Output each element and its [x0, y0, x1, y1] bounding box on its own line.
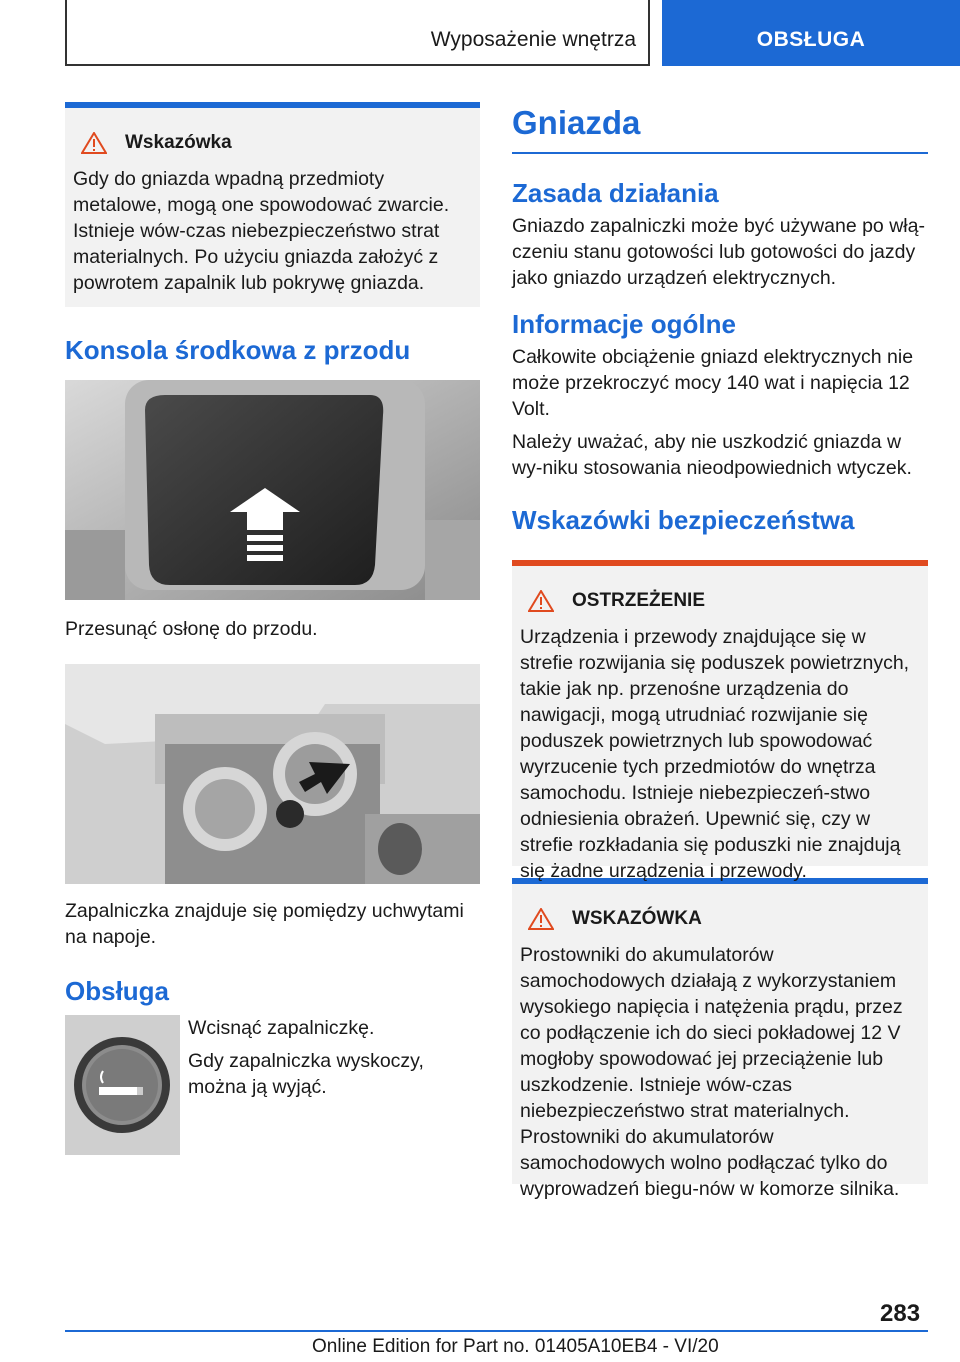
- notice-text: Prostowniki do akumulatorów samochodowych działają z wykorzystaniem wysokiego napięcia i natężenia prądu, przez co podłączenie ich do sieci pokładowej 12 V mogłoby spowodować jej przeciążenie lub uszkodzenie. Istnieje wów-czas niebezpieczeństwo strat materialnych. Prostowniki do akumulatorów samochodowych wolno podłączać tylko do wyprowadzeń biegu-nów w komorze silnika.: [520, 944, 903, 1200]
- section-header: [65, 0, 650, 66]
- heading-operation: Obsługa: [65, 976, 170, 1006]
- console-cover-illustration: [65, 380, 480, 600]
- general-text-1: Całkowite obciążenie gniazd elektrycznych nie może przekroczyć mocy 140 wat i napięcia 12 Volt.: [512, 346, 914, 420]
- operation-step: Wcisnąć zapalniczkę.: [188, 1017, 375, 1039]
- caption-cover: Przesunąć osłonę do przodu.: [65, 618, 318, 640]
- heading-general: Informacje ogólne: [512, 309, 736, 339]
- caption-lighter: Zapalniczka znajduje się pomiędzy uchwytami na napoje.: [65, 900, 464, 948]
- console-cover-photo: [65, 380, 480, 600]
- note-header: [81, 132, 472, 154]
- operation-steps: [188, 1015, 480, 1155]
- notice-title: WSKAZÓWKA: [572, 908, 702, 929]
- warning-triangle-icon: [81, 132, 107, 154]
- chapter-tab-label: OBSŁUGA: [756, 28, 866, 51]
- principle-text: Gniazdo zapalniczki może być używane po włą-czeniu stanu gotowości lub gotowości do jazdy jako gniazdo urządzeń elektrycznych.: [512, 215, 925, 289]
- lighter-illustration: [65, 664, 480, 884]
- operation-step: Gdy zapalniczka wyskoczy, można ją wyjąć.: [188, 1050, 424, 1098]
- heading-safety: Wskazówki bezpieczeństwa: [512, 505, 855, 535]
- lighter-socket: [276, 800, 304, 828]
- page-title: Gniazda: [512, 104, 641, 141]
- warning-box: [512, 560, 928, 882]
- warning-triangle-icon: [528, 908, 554, 930]
- section-title: Wyposażenie wnętrza: [430, 28, 636, 51]
- warning-triangle-icon: [528, 590, 554, 612]
- footer-rule: [65, 1330, 928, 1332]
- right-column: [512, 102, 928, 1200]
- left-column: [65, 102, 480, 1155]
- warning-title: OSTRZEŻENIE: [572, 590, 706, 611]
- notice-box: [512, 878, 928, 1200]
- note-text: Gdy do gniazda wpadną przedmioty metalowe, mogą one spowodować zwarcie. Istnieje wów-czas niebezpieczeństwo strat materialnych. Po użyciu gniazda założyć z powrotem zapalnik lub pokrywę gniazda.: [73, 168, 450, 294]
- footer-edition: Online Edition for Part no. 01405A10EB4 - VI/20: [312, 1336, 719, 1357]
- lighter-button-photo: [65, 1015, 180, 1155]
- warning-header: [528, 590, 920, 612]
- notice-header: [528, 908, 920, 930]
- note-title: Wskazówka: [125, 132, 232, 153]
- page-number: 283: [880, 1300, 921, 1327]
- general-text-2: Należy uważać, aby nie uszkodzić gniazda w wy-niku stosowania nieodpowiednich wtyczek.: [512, 431, 912, 479]
- heading-front-console: Konsola środkowa z przodu: [65, 335, 411, 365]
- lighter-photo: [65, 664, 480, 884]
- title-rule: [512, 152, 928, 154]
- operation-block: [65, 1015, 480, 1155]
- note-box: [65, 102, 480, 307]
- heading-principle: Zasada działania: [512, 178, 719, 208]
- chapter-tab: [662, 0, 960, 66]
- warning-text: Urządzenia i przewody znajdujące się w strefie rozwijania się poduszek powietrznych, takie jak np. przenośne urządzenia do nawigacji, mogą utrudniać rozwijanie się poduszek powietrznych lub spowodować wyrzucenie tych przedmiotów do wnętrza samochodu. Istnieje niebezpieczeń-stwo odniesienia obrażeń. Upewnić się, czy w strefie rozkładania się poduszki nie znajdują się żadne urządzenia i przewody.: [520, 626, 910, 882]
- lighter-button-illustration: [65, 1015, 180, 1155]
